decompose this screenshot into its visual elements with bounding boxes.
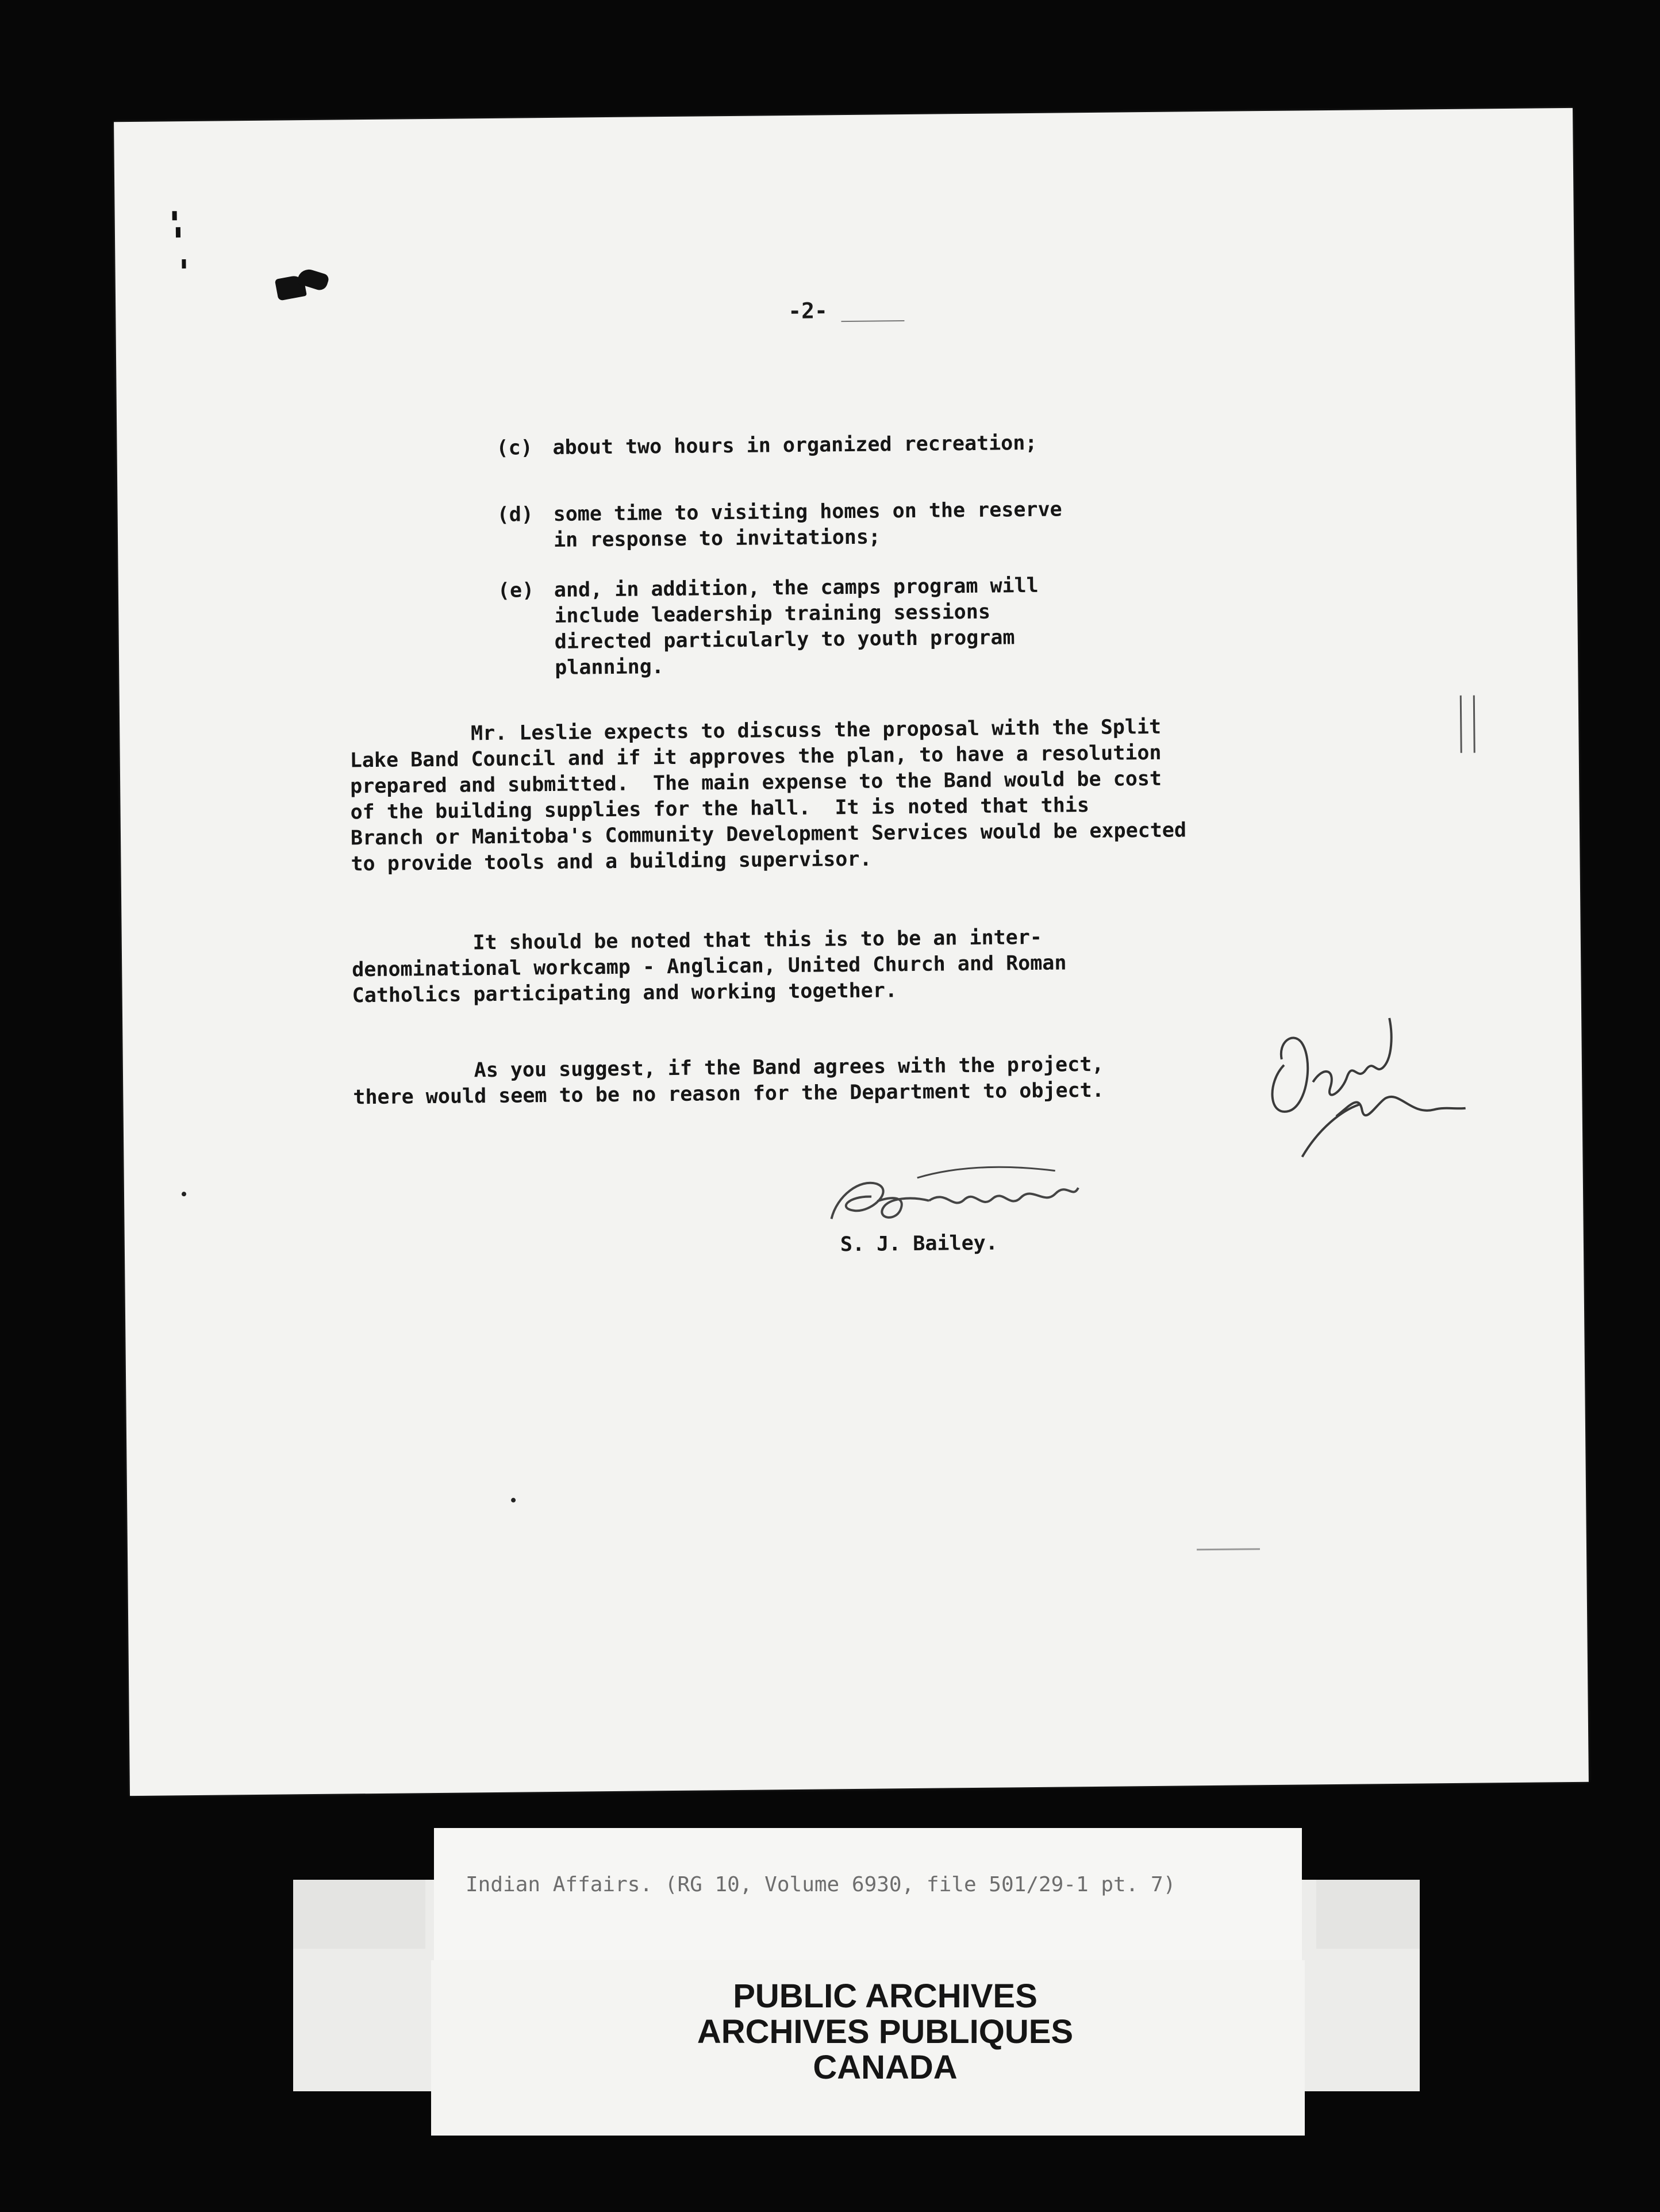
punch-mark bbox=[182, 259, 186, 268]
letter-page bbox=[114, 108, 1589, 1796]
stamp-line: ARCHIVES PUBLIQUES bbox=[697, 2013, 1074, 2050]
stamp-line: CANADA bbox=[813, 2049, 958, 2086]
list-item-text: some time to visiting homes on the reserve in response to invitations; bbox=[553, 498, 1062, 552]
margin-marker bbox=[1460, 696, 1475, 753]
list-item-c bbox=[496, 431, 1037, 462]
tape-strip bbox=[1316, 1880, 1420, 1949]
page-number: -2- bbox=[788, 298, 828, 324]
signer-name: S. J. Bailey. bbox=[840, 1231, 998, 1257]
page-number-rule bbox=[841, 320, 904, 322]
list-item-label: (c) bbox=[496, 436, 533, 460]
speck bbox=[511, 1498, 516, 1503]
paragraph-proposal: Mr. Leslie expects to discuss the proposal with the Split Lake Band Council and if it approves the plan, to have a resolution prepared and submitted. The main expense to the Band would be cost of the building supplies for the hall. It is noted that this Branch or Manitoba's Community Development Services would be expected to provide tools and a building supervisor. bbox=[349, 715, 1187, 876]
archive-stamp bbox=[609, 1979, 1161, 2086]
margin-handwriting bbox=[1261, 994, 1469, 1169]
list-item-label: (d) bbox=[497, 503, 534, 527]
speck bbox=[182, 1192, 186, 1196]
punch-mark bbox=[172, 211, 177, 220]
list-item-e bbox=[498, 573, 1040, 682]
speck bbox=[1197, 1548, 1260, 1550]
list-item-d bbox=[497, 497, 1062, 554]
signature bbox=[813, 1153, 1090, 1242]
list-item-text: and, in addition, the camps program will include leadership training sessions directed particularly to youth program planning. bbox=[554, 574, 1039, 679]
archive-citation: Indian Affairs. (RG 10, Volume 6930, file 501/29-1 pt. 7) bbox=[466, 1873, 1176, 1896]
list-item-text: about two hours in organized recreation; bbox=[552, 431, 1038, 459]
paragraph-suggestion: As you suggest, if the Band agrees with the project, there would seem to be no reason for the Department to object. bbox=[352, 1053, 1104, 1109]
paragraph-denominational: It should be noted that this is to be an inter- denominational workcamp - Anglican, United Church and Roman Catholics participating and working together. bbox=[351, 925, 1067, 1008]
punch-mark bbox=[176, 227, 180, 237]
stamp-line: PUBLIC ARCHIVES bbox=[733, 1977, 1038, 2015]
tape-strip bbox=[293, 1880, 425, 1949]
list-item-label: (e) bbox=[497, 579, 535, 602]
